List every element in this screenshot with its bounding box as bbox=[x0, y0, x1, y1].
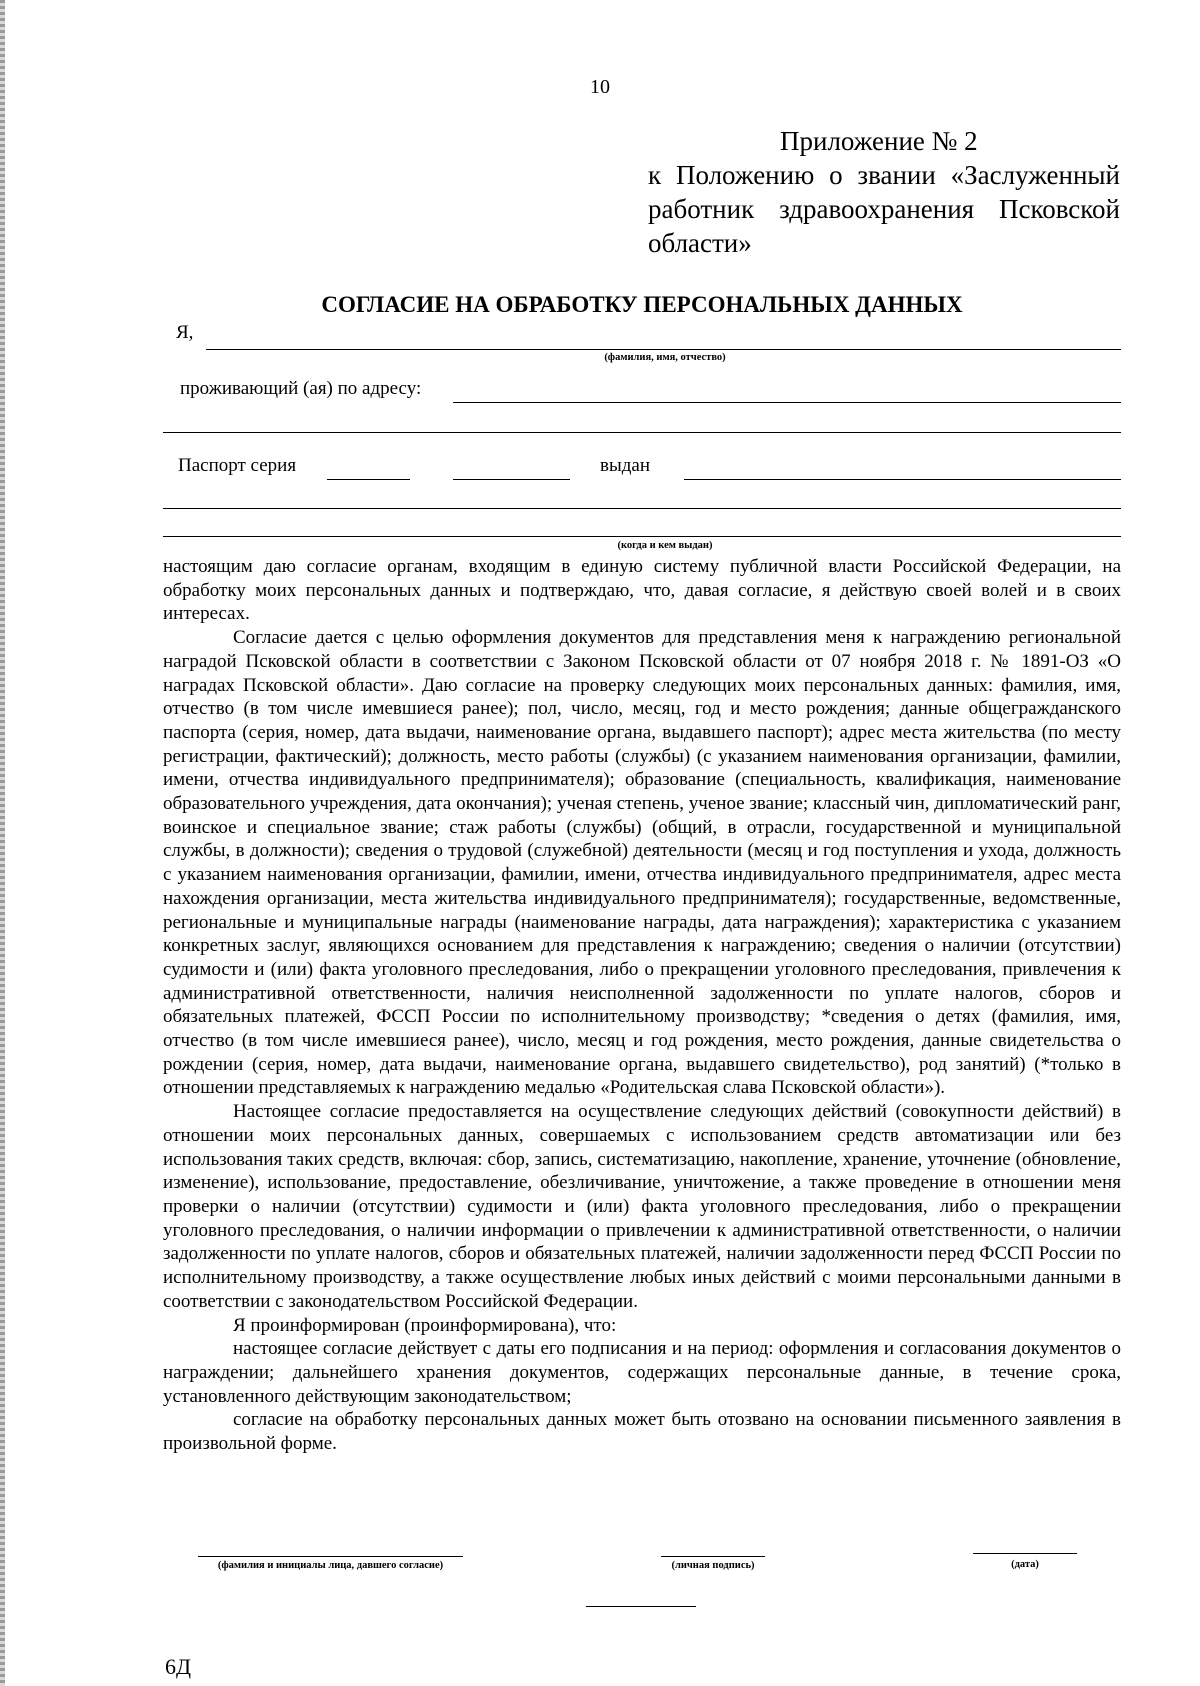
passport-number-line[interactable] bbox=[453, 479, 570, 480]
address-line[interactable] bbox=[453, 402, 1121, 403]
document-title: СОГЛАСИЕ НА ОБРАБОТКУ ПЕРСОНАЛЬНЫХ ДАННЫХ bbox=[321, 292, 963, 317]
date-line[interactable] bbox=[973, 1553, 1077, 1554]
revocation-paragraph: согласие на обработку персональных данных может быть отозвано на основании письменного заявления в произвольной форме. bbox=[163, 1409, 1121, 1455]
separator-line bbox=[586, 1606, 696, 1607]
scan-edge bbox=[0, 0, 5, 1686]
appendix-number: Приложение № 2 bbox=[780, 126, 978, 156]
i-label: Я, bbox=[176, 322, 194, 343]
appendix-ref-line3: области» bbox=[648, 228, 752, 258]
issued-line-2[interactable] bbox=[163, 508, 1121, 509]
address-label: проживающий (ая) по адресу: bbox=[180, 378, 422, 399]
appendix-ref-line2: работник здравоохранения Псковской bbox=[648, 194, 1120, 224]
appendix-block bbox=[648, 124, 1120, 260]
informed-paragraph: Я проинформирован (проинформирована), что: bbox=[233, 1314, 617, 1336]
issued-caption: (когда и кем выдан) bbox=[617, 540, 713, 551]
name-signature-line[interactable] bbox=[198, 1556, 463, 1557]
passport-series-line[interactable] bbox=[327, 479, 410, 480]
validity-paragraph: настоящее согласие действует с даты его подписания и на период: оформления и согласования документов о награждении; дальнейшего хранения документов, содержащих персональные данные, в течение срока, установленного действующим законодательством; bbox=[163, 1338, 1121, 1407]
fio-caption: (фамилия, имя, отчество) bbox=[604, 352, 726, 363]
date-caption: (дата) bbox=[1011, 1559, 1039, 1570]
consent-paragraph: настоящим даю согласие органам, входящим в единую систему публичной власти Российской Федерации, на обработку моих персональных данных и подтверждаю, что, давая согласие, я действую своей волей и в своих интересах. bbox=[163, 556, 1121, 625]
passport-label: Паспорт серия bbox=[178, 455, 297, 476]
fio-line[interactable] bbox=[206, 349, 1121, 350]
consent-body bbox=[163, 555, 1121, 1456]
issued-label: выдан bbox=[600, 455, 651, 476]
name-caption: (фамилия и инициалы лица, давшего согласие) bbox=[217, 1560, 444, 1571]
actions-paragraph: Настоящее согласие предоставляется на осуществление следующих действий (совокупности действий) в отношении моих персональных данных, совершаемых с использованием средств автоматизации или без использования таких средств, включая: сбор, запись, систематизацию, накопление, хранение, уточнение (обновление, изменение), использование, предоставление, обезличивание, уничтожение, а также проведение в отношении меня проверки о наличии (отсутствии) судимости и (или) факта уголовного преследования, либо о прекращении уголовного преследования, о наличии информации о привлечении к административной ответственности, о наличии задолженности по уплате налогов, сборов и обязательных платежей, наличии задолженности перед ФССП России по исполнительному производству, а также осуществление любых иных действий с моими персональными данными в соответствии с законодательством Российской Федерации. bbox=[163, 1101, 1121, 1312]
footer-code: 6Д bbox=[165, 1654, 192, 1679]
purpose-paragraph: Согласие дается с целью оформления документов для представления меня к награждению региональной наградой Псковской области в соответствии с Законом Псковской области от 07 ноября 2018 г. № 1891-ОЗ «О наградах Псковской области». Даю согласие на проверку следующих моих персональных данных: фамилия, имя, отчество (в том числе имевшиеся ранее); пол, число, месяц, год и место рождения; данные общегражданского паспорта (серия, номер, дата выдачи, наименование органа, выдавшего паспорт); адрес места жительства (по месту регистрации, фактический); должность, место работы (службы) (с указанием наименования организации, фамилии, имени, отчества индивидуального предпринимателя); образование (специальность, квалификация, наименование образовательного учреждения, дата окончания); ученая степень, ученое звание; классный чин, дипломатический ранг, воинское и специальное звание; стаж работы (службы) (общий, в отрасли, государственной и муниципальной службы, в должности); сведения о трудовой (служебной) деятельности (месяц и год поступления и ухода, должность с указанием наименования организации, фамилии, имени, отчества индивидуального предпринимателя, адрес места нахождения организации, места жительства индивидуального предпринимателя); государственные, ведомственные, региональные и муниципальные награды (наименование награды, дата награждения); характеристика с указанием конкретных заслуг, являющихся основанием для представления к награждению; сведения о наличии (отсутствии) судимости и (или) факта уголовного преследования, либо о прекращении уголовного преследования, привлечения к административной ответственности, наличия неисполненной задолженности по уплате налогов, сборов и обязательных платежей, ФССП России по исполнительному производству; *сведения о детях (фамилия, имя, отчество (в том числе имевшиеся ранее), число, месяц и год рождения, место рождения, данные свидетельства о рождении (серия, номер, дата выдачи, наименование органа, выдавшего свидетельство), род занятий) (*только в отношении представляемых к награждению медалью «Родительская слава Псковской области»). bbox=[163, 627, 1121, 1099]
page-number: 10 bbox=[590, 76, 610, 98]
issued-line-3[interactable] bbox=[163, 536, 1121, 537]
address-line-2[interactable] bbox=[163, 432, 1121, 433]
signature-caption: (личная подпись) bbox=[671, 1560, 755, 1571]
personal-signature-line[interactable] bbox=[661, 1556, 765, 1557]
appendix-ref-line1: к Положению о звании «Заслуженный bbox=[648, 160, 1120, 190]
issued-line[interactable] bbox=[684, 479, 1121, 480]
